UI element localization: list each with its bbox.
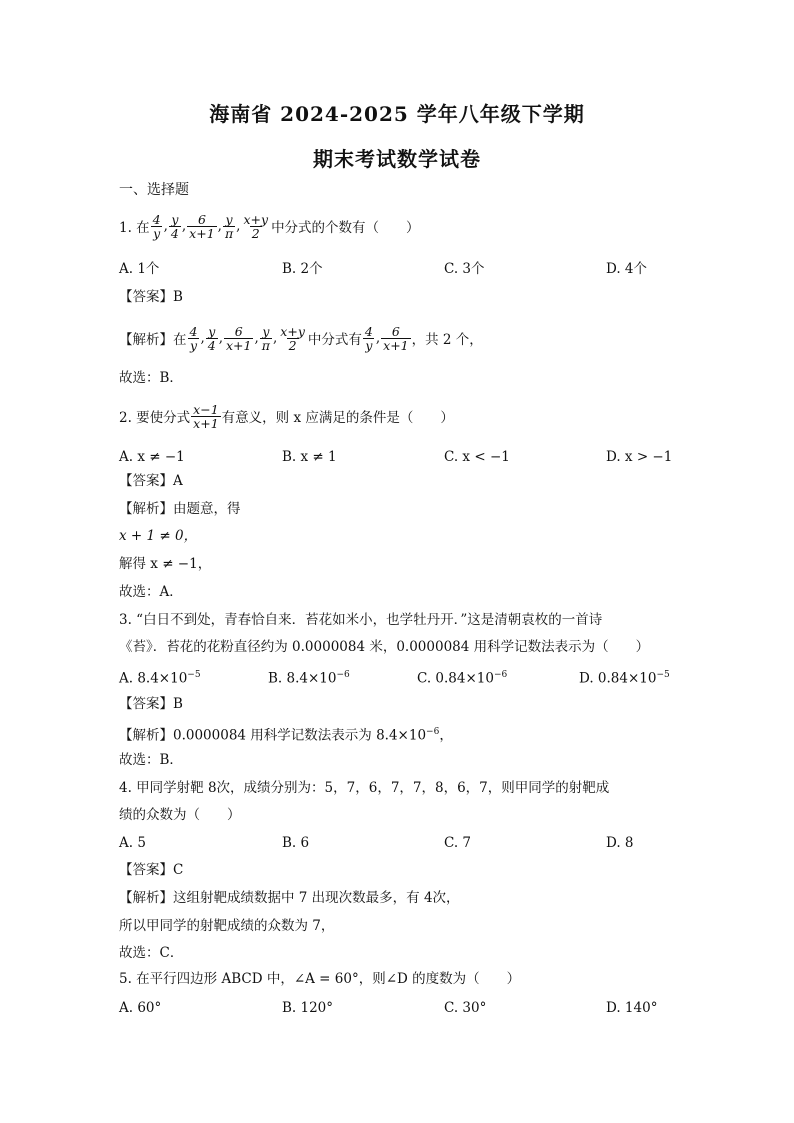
q4-option-c: C. 7	[444, 835, 472, 851]
q3-option-d: D. $0.84\times 10^{-5}$	[579, 670, 670, 687]
q1-analysis-result-frac-2: $\frac{6}{x+1}$	[383, 323, 409, 353]
q2-stem: 2. 要使分式 $\frac{x-1}{x+1}$ 有意义，则 x 应满足的条件是（ ）	[119, 401, 454, 431]
q1-frac-5: $\frac{x+y}{2}$	[243, 211, 269, 241]
q4-conclusion: 故选：C．	[119, 945, 184, 961]
q1-answer: 【答案】B	[119, 289, 183, 305]
q2-conclusion: 故选：A．	[119, 584, 183, 600]
q1-analysis-frac-3: $\frac{6}{x+1}$	[226, 323, 252, 353]
q4-option-b: B. 6	[282, 835, 310, 851]
q1-analysis: 【解析】在 $\frac{4}{y}$ , $\frac{y}{4}$ , $\frac{6}{x+1}$ , $\frac{y}{\pi}$ , $\frac{x+y}{2}$ 中分式有 $\frac{4}{y}$ , $\frac{6}{x+1}$ ，共 2 个，	[119, 323, 483, 353]
q2-step2: 解得 x ≠ −1，	[119, 556, 212, 572]
q1-option-b: B. 2个	[282, 261, 323, 277]
q2-option-c: C. x < −1	[444, 449, 510, 465]
q3-stem-line2: 《苔》．苔花的花粉直径约为 0.0000084 米，0.0000084 用科学记数法表示为（ ）	[119, 639, 650, 655]
q3-analysis: 【解析】0.0000084 用科学记数法表示为 $8.4\times 10^{-6}$，	[119, 727, 453, 744]
q5-option-d: D. 140°	[606, 1000, 658, 1016]
q3-answer: 【答案】B	[119, 696, 183, 712]
q3-conclusion: 故选：B．	[119, 752, 183, 768]
section-heading: 一、选择题	[119, 182, 189, 198]
q3-option-a: A. $8.4\times 10^{-5}$	[119, 670, 201, 687]
q1-frac-3: $\frac{6}{x+1}$	[189, 211, 215, 241]
q2-frac: $\frac{x-1}{x+1}$	[193, 401, 219, 431]
q4-stem-line2: 绩的众数为（ ）	[119, 807, 241, 823]
q1-stem: 1. 在 $\frac{4}{y}$ , $\frac{y}{4}$ , $\frac{6}{x+1}$ , $\frac{y}{\pi}$ , $\frac{x+y}{2}$ 中分式的个数有（ ）	[119, 211, 420, 241]
q3-option-b: B. $8.4\times 10^{-6}$	[268, 670, 350, 687]
q2-step1: x + 1 ≠ 0，	[119, 528, 198, 544]
q4-option-a: A. 5	[119, 835, 146, 851]
exam-title-line2: 期末考试数学试卷	[313, 147, 481, 171]
q4-analysis-line2: 所以甲同学的射靶成绩的众数为 7，	[119, 918, 335, 934]
q1-option-a: A. 1个	[119, 261, 160, 277]
q1-option-c: C. 3个	[444, 261, 485, 277]
q5-option-a: A. 60°	[119, 1000, 162, 1016]
q2-analysis: 【解析】由题意，得	[119, 501, 241, 517]
q1-prefix: 1. 在	[119, 220, 150, 236]
q4-answer: 【答案】C	[119, 862, 184, 878]
q3-option-c: C. $0.84\times 10^{-6}$	[417, 670, 508, 687]
q2-option-d: D. x > −1	[606, 449, 673, 465]
q1-analysis-result-frac-1: $\frac{4}{y}$	[364, 323, 373, 353]
q4-analysis-line1: 【解析】这组射靶成绩数据中 7 出现次数最多，有 4次，	[119, 890, 460, 906]
q1-option-d: D. 4个	[606, 261, 648, 277]
q1-frac-2: $\frac{y}{4}$	[170, 211, 179, 241]
q1-analysis-frac-4: $\frac{y}{\pi}$	[261, 323, 270, 353]
q1-analysis-frac-2: $\frac{y}{4}$	[207, 323, 216, 353]
exam-title-line1: 海南省 2024-2025 学年八年级下学期	[209, 102, 585, 126]
q1-analysis-frac-5: $\frac{x+y}{2}$	[280, 323, 305, 353]
q1-conclusion: 故选：B．	[119, 370, 183, 386]
q1-frac-4: $\frac{y}{\pi}$	[224, 211, 234, 241]
q1-frac-1: $\frac{4}{y}$	[152, 211, 161, 241]
q4-stem-line1: 4. 甲同学射靶 8次，成绩分别为：5，7，6，7，7，8，6，7，则甲同学的射靶成	[119, 780, 610, 796]
q5-option-b: B. 120°	[282, 1000, 334, 1016]
q2-option-a: A. x ≠ −1	[119, 449, 185, 465]
q4-option-d: D. 8	[606, 835, 634, 851]
q1-suffix: 中分式的个数有（ ）	[271, 220, 420, 236]
q1-analysis-frac-1: $\frac{4}{y}$	[189, 323, 198, 353]
q5-option-c: C. 30°	[444, 1000, 487, 1016]
q2-option-b: B. x ≠ 1	[282, 449, 337, 465]
q2-answer: 【答案】A	[119, 473, 183, 489]
q5-stem: 5. 在平行四边形 ABCD 中，∠A = 60°，则∠D 的度数为（ ）	[119, 971, 521, 987]
q3-stem-line1: 3. “白日不到处，青春恰自来．苔花如米小，也学牡丹开．”这是清朝袁枚的一首诗	[119, 612, 603, 628]
